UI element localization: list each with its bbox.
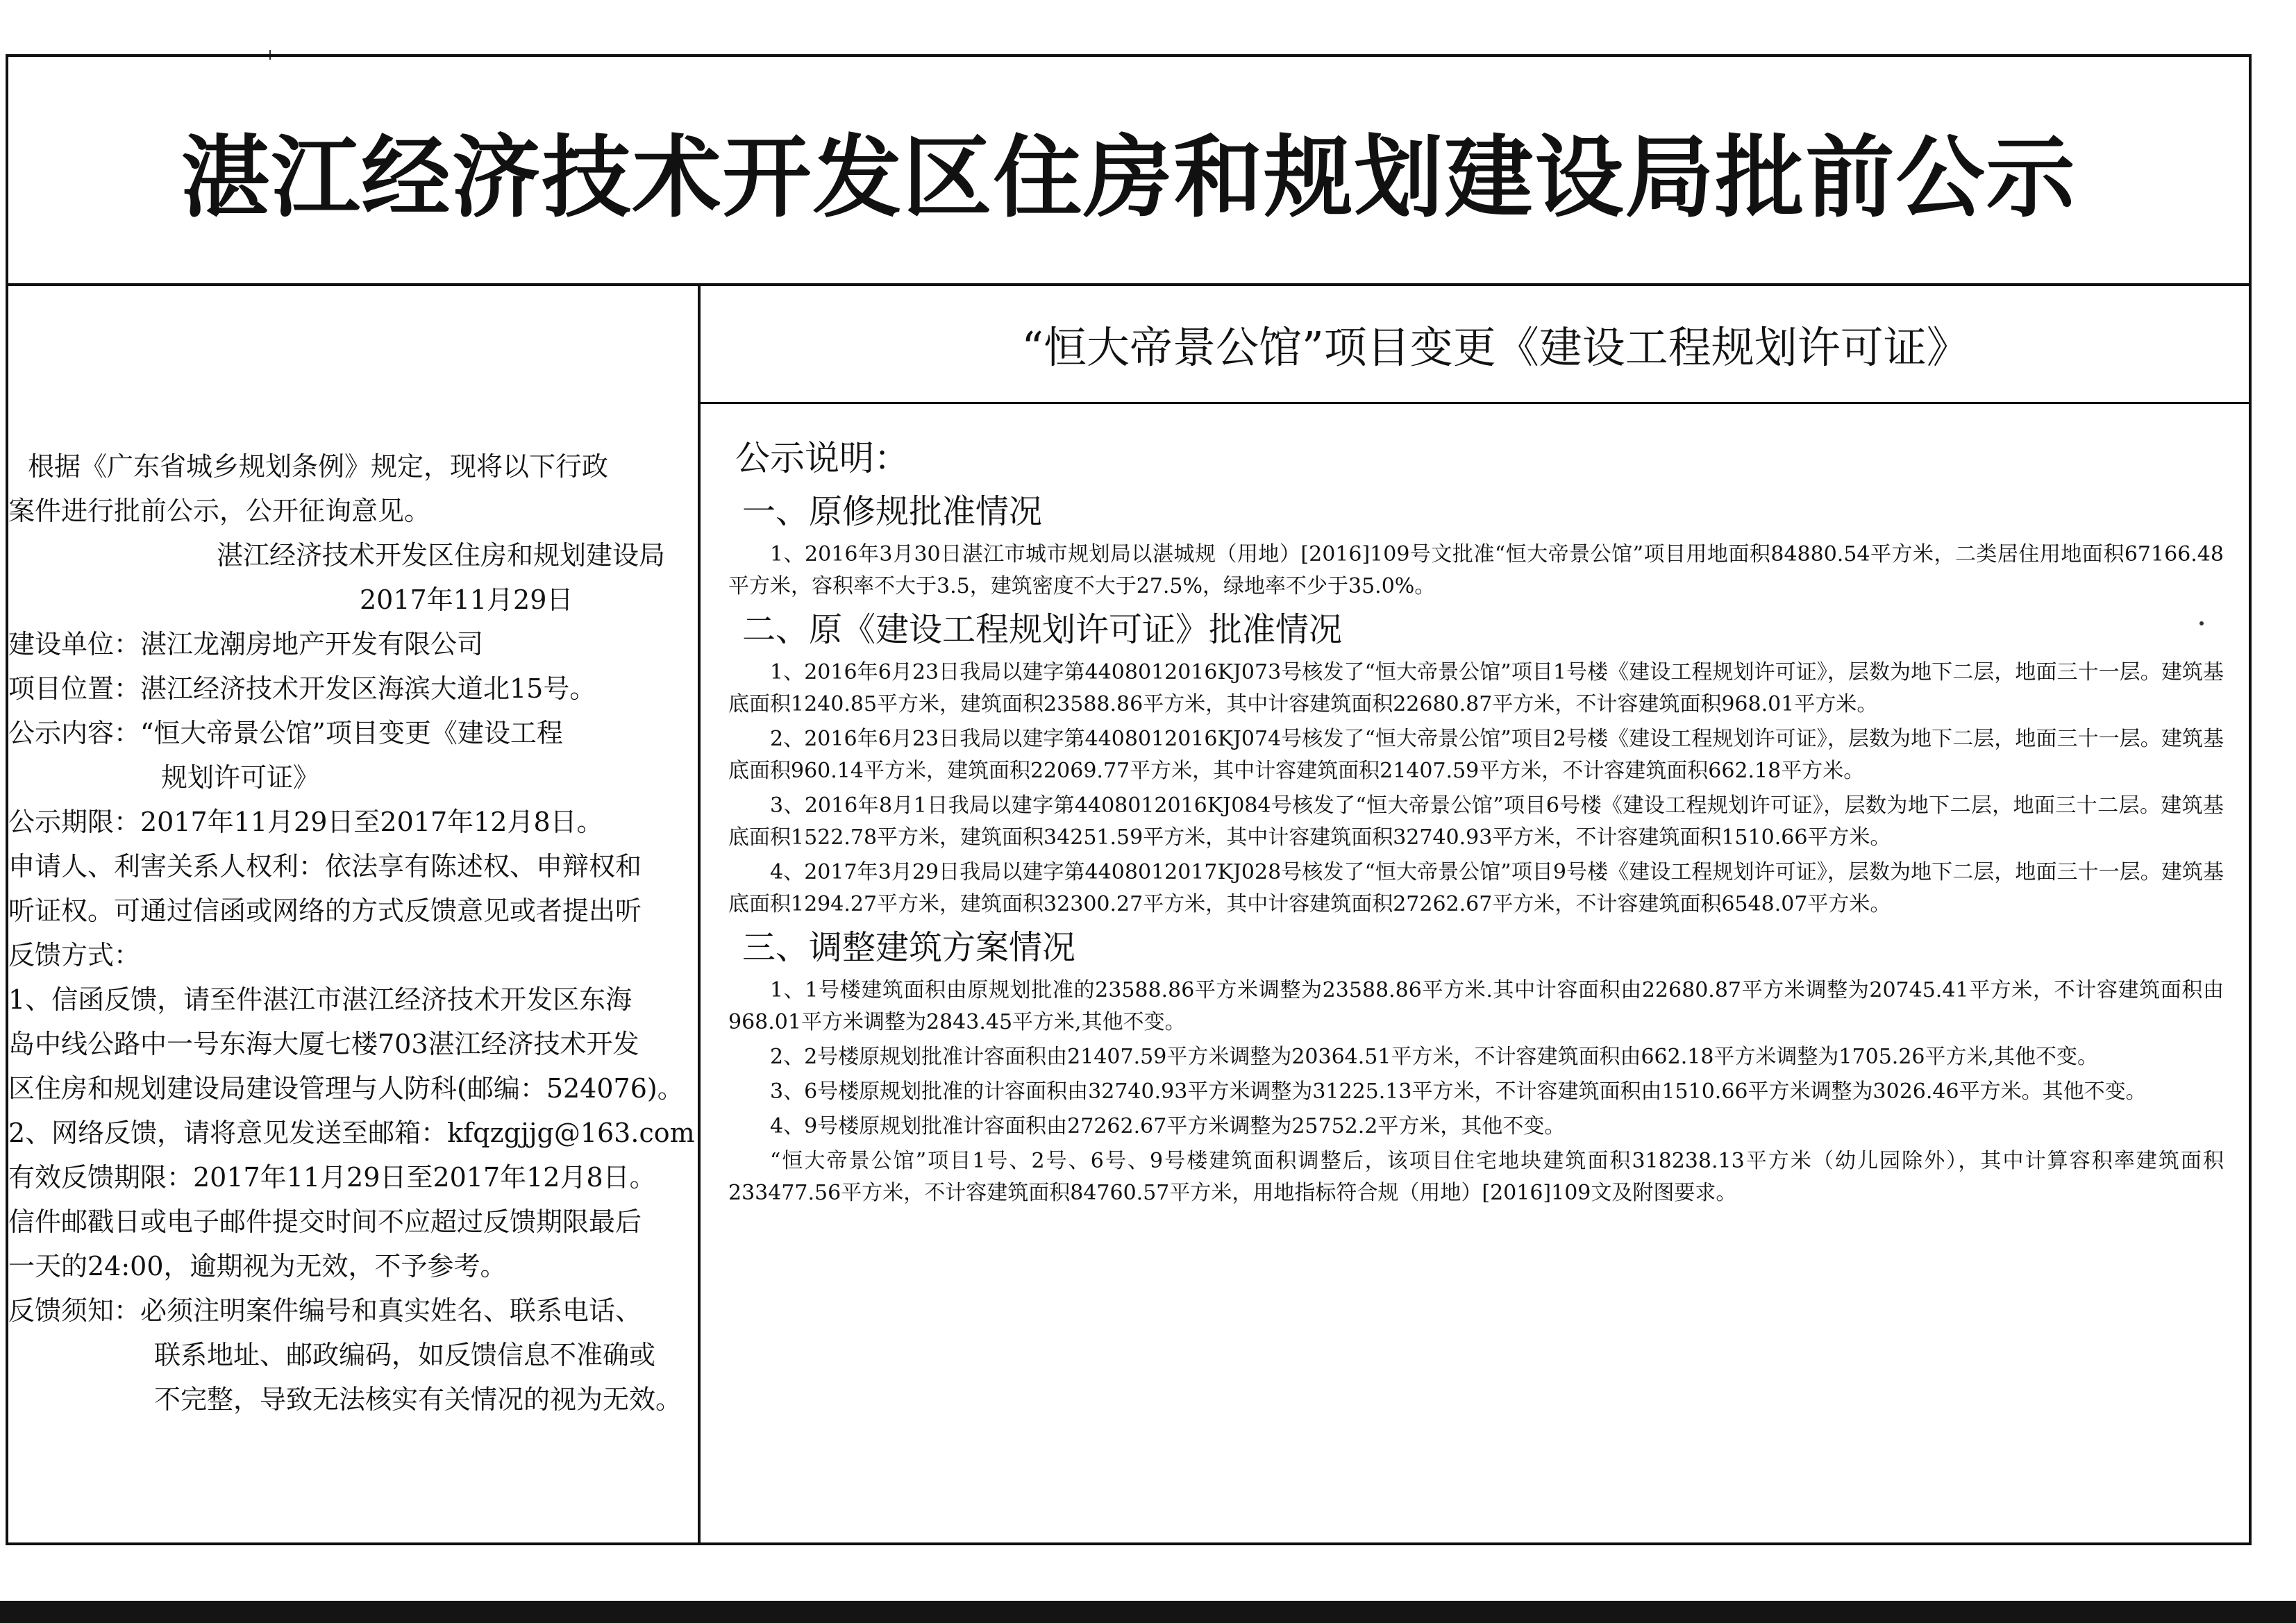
email-feedback: 2、网络反馈，请将意见发送至邮箱：kfqzgjjg@163.com [8, 1118, 695, 1148]
intro-line: 根据《广东省城乡规划条例》规定，现将以下行政 [28, 451, 609, 482]
feedback-methods: 反馈方式： [8, 940, 141, 970]
deadline-note: 一天的24:00，逾期视为无效，不予参考。 [8, 1251, 507, 1281]
right-column [701, 286, 2249, 1542]
mail-feedback: 岛中线公路中一号东海大厦七楼703湛江经济技术开发 [8, 1029, 639, 1059]
notice-heading: 公示说明： [735, 438, 909, 478]
intro-line: 案件进行批前公示，公开征询意见。 [8, 496, 431, 526]
scan-dot [2199, 621, 2204, 625]
feedback-requirements: 不完整，导致无法核实有关情况的视为无效。 [154, 1384, 682, 1415]
announcement-info [8, 444, 696, 1422]
project-header [701, 286, 2249, 404]
section-paragraph: 4、2017年3月29日我局以建字第4408012017KJ028号核发了“恒大帝景公馆”项目9号楼《建设工程规划许可证》，层数为地下二层，地面三十一层。建筑基底面积1294.27平方米，建筑面积32300.27平方米，其中计容建筑面积27262.67平方米，不计容建筑面积6548.07平方米。 [728, 860, 2224, 916]
feedback-requirements: 反馈须知：必须注明案件编号和真实姓名、联系电话、 [8, 1295, 642, 1326]
title-row [8, 57, 2249, 286]
notice-content-cont: 规划许可证》 [161, 762, 320, 793]
notice-frame [6, 54, 2252, 1545]
mail-feedback: 1、信函反馈，请至件湛江市湛江经济技术开发区东海 [8, 984, 632, 1015]
feedback-requirements: 联系地址、邮政编码，如反馈信息不准确或 [154, 1340, 656, 1370]
deadline-note: 信件邮戳日或电子邮件提交时间不应超过反馈期限最后 [8, 1206, 642, 1237]
section-heading: 二、原《建设工程规划许可证》批准情况 [742, 610, 1343, 649]
scan-border [0, 1601, 2296, 1623]
section-paragraph: 3、6号楼原规划批准的计容面积由32740.93平方米调整为31225.13平方米，不计容建筑面积由1510.66平方米调整为3026.46平方米。其他不变。 [770, 1079, 2147, 1104]
notice-content: 公示内容：“恒大帝景公馆”项目变更《建设工程 [8, 718, 563, 748]
left-column [8, 286, 701, 1542]
summary-paragraph: “恒大帝景公馆”项目1号、2号、6号、9号楼建筑面积调整后，该项目住宅地块建筑面积318238.13平方米（幼儿园除外），其中计算容积率建筑面积233477.56平方米，不计容建筑面积84760.57平方米，用地指标符合规（用地）[2016]109文及附图要求。 [728, 1149, 2224, 1205]
project-title: “恒大帝景公馆”项目变更《建设工程规划许可证》 [1021, 322, 1970, 373]
issue-date: 2017年11月29日 [360, 585, 573, 615]
issuing-authority: 湛江经济技术开发区住房和规划建设局 [217, 540, 666, 571]
notice-period: 公示期限：2017年11月29日至2017年12月8日。 [8, 807, 603, 837]
section-heading: 三、调整建筑方案情况 [742, 928, 1076, 967]
section-paragraph: 2、2号楼原规划批准计容面积由21407.59平方米调整为20364.51平方米，不计容建筑面积由662.18平方米调整为1705.26平方米,其他不变。 [770, 1045, 2099, 1069]
section-paragraph: 1、2016年3月30日湛江市城市规划局以湛城规（用地）[2016]109号文批准“恒大帝景公馆”项目用地面积84880.54平方米，二类居住用地面积67166.48平方米，容积率不大于3.5，建筑密度不大于27.5%，绿地率不少于35.0%。 [728, 542, 2224, 598]
section-paragraph: 1、2016年6月23日我局以建字第4408012016KJ073号核发了“恒大帝景公馆”项目1号楼《建设工程规划许可证》，层数为地下二层，地面三十一层。建筑基底面积1240.85平方米，建筑面积23588.86平方米，其中计容建筑面积22680.87平方米，不计容建筑面积968.01平方米。 [728, 660, 2224, 716]
section-paragraph: 3、2016年8月1日我局以建字第4408012016KJ084号核发了“恒大帝景公馆”项目6号楼《建设工程规划许可证》，层数为地下二层，地面三十二层。建筑基底面积1522.78平方米，建筑面积34251.59平方米，其中计容建筑面积32740.93平方米，不计容建筑面积1510.66平方米。 [728, 793, 2224, 850]
page-title: 湛江经济技术开发区住房和规划建设局批前公示 [181, 126, 2077, 230]
construction-unit: 建设单位：湛江龙潮房地产开发有限公司 [8, 629, 484, 659]
section-paragraph: 2、2016年6月23日我局以建字第4408012016KJ074号核发了“恒大帝景公馆”项目2号楼《建设工程规划许可证》，层数为地下二层，地面三十一层。建筑基底面积960.14平方米，建筑面积22069.77平方米，其中计容建筑面积21407.59平方米，不计容建筑面积662.18平方米。 [728, 727, 2224, 783]
rights-line: 听证权。可通过信函或网络的方式反馈意见或者提出听 [8, 895, 642, 926]
feedback-period: 有效反馈期限：2017年11月29日至2017年12月8日。 [8, 1162, 656, 1193]
section-paragraph: 1、1号楼建筑面积由原规划批准的23588.86平方米调整为23588.86平方米.其中计容面积由22680.87平方米调整为20745.41平方米，不计容建筑面积由968.01平方米调整为2843.45平方米,其他不变。 [728, 978, 2224, 1034]
section-paragraph: 4、9号楼原规划批准计容面积由27262.67平方米调整为25752.2平方米，其他不变。 [770, 1114, 1566, 1138]
rights-line: 申请人、利害关系人权利：依法享有陈述权、申辩权和 [8, 851, 642, 882]
notice-body [701, 404, 2249, 1209]
project-location: 项目位置：湛江经济技术开发区海滨大道北15号。 [8, 673, 596, 704]
section-heading: 一、原修规批准情况 [742, 492, 1043, 531]
mail-feedback: 区住房和规划建设局建设管理与人防科(邮编：524076)。 [8, 1073, 684, 1104]
